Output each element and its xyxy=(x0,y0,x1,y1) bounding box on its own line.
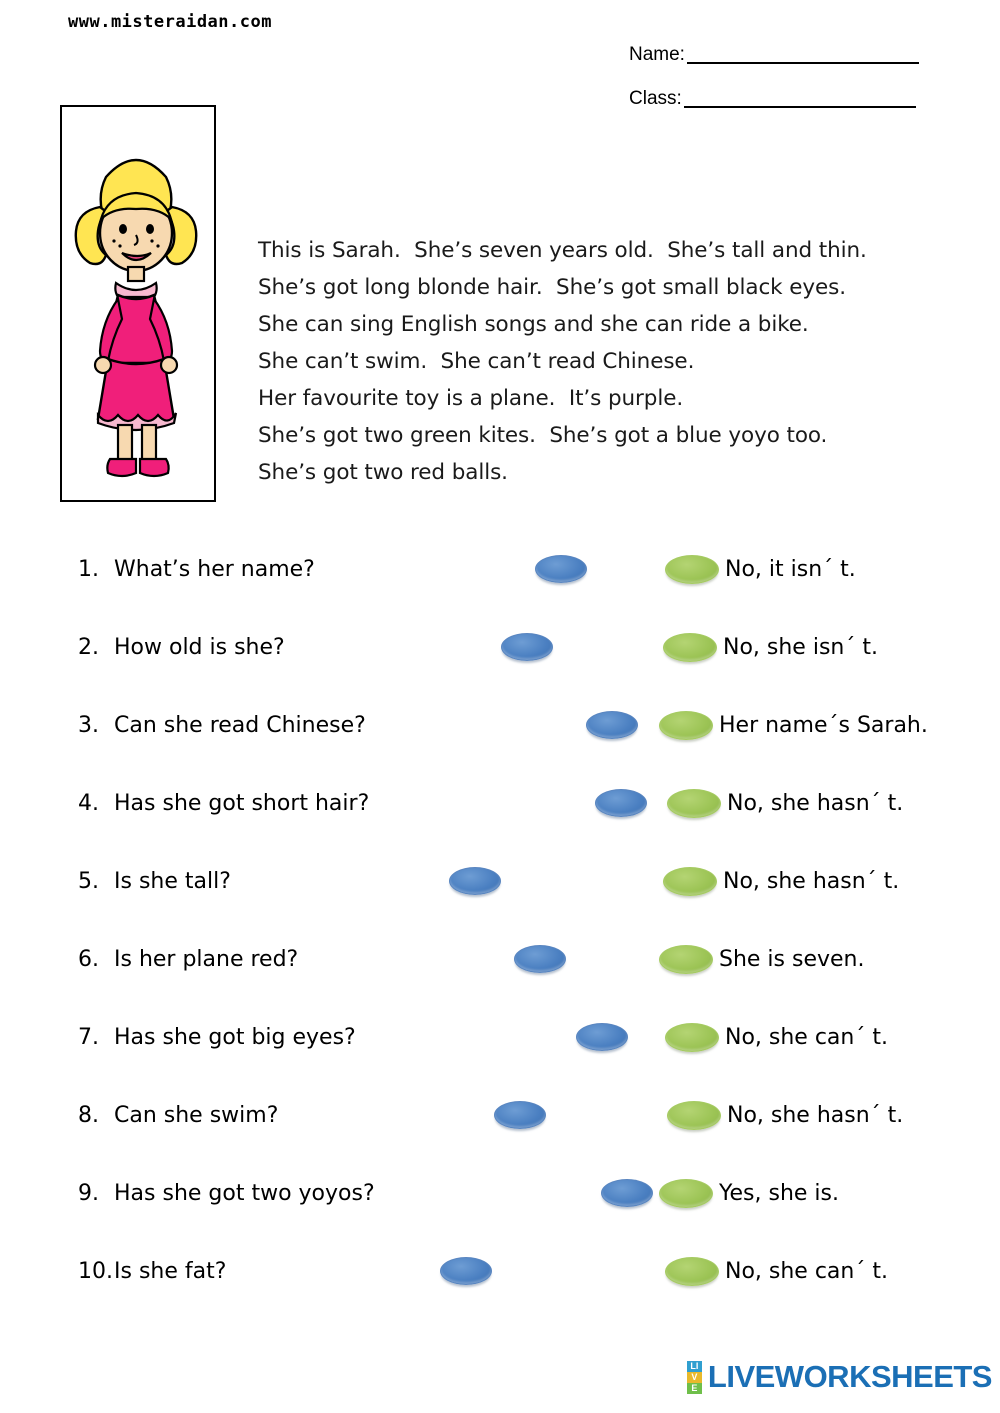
question-item xyxy=(78,774,647,832)
question-connector-dot[interactable] xyxy=(586,711,638,739)
name-label: Name: xyxy=(629,44,685,65)
question-dot-holder xyxy=(315,555,587,583)
question-dot-holder xyxy=(285,633,553,661)
answer-dot-holder xyxy=(663,867,717,896)
passage-line: She can sing English songs and she can ride a bike. xyxy=(258,312,809,337)
question-item xyxy=(78,1008,628,1066)
answer-item xyxy=(655,618,878,676)
passage-line: This is Sarah. She’s seven years old. She’s tall and thin. xyxy=(258,238,867,263)
answer-item xyxy=(655,696,928,754)
question-dot-holder xyxy=(278,1101,546,1129)
question-text: Is her plane red? xyxy=(114,946,299,972)
answer-connector-dot[interactable] xyxy=(659,711,713,740)
question-connector-dot[interactable] xyxy=(494,1101,546,1129)
answer-dot-holder xyxy=(663,633,717,662)
answer-connector-dot[interactable] xyxy=(665,1023,719,1052)
question-item xyxy=(78,540,587,598)
liveworksheets-wordmark: LIVEWORKSHEETS xyxy=(707,1359,992,1394)
question-text: Can she swim? xyxy=(114,1102,279,1128)
question-number: 4. xyxy=(78,790,99,816)
name-input-line[interactable] xyxy=(687,40,919,64)
qa-row xyxy=(0,1008,1000,1086)
answer-text: No, she hasn´ t. xyxy=(723,868,900,894)
answer-dot-holder xyxy=(659,945,713,974)
question-text: Can she read Chinese? xyxy=(114,712,366,738)
name-field-row xyxy=(629,40,919,64)
answer-connector-dot[interactable] xyxy=(659,1179,713,1208)
qa-row xyxy=(0,696,1000,774)
answer-dot-holder xyxy=(665,555,719,584)
girl-illustration xyxy=(60,105,216,502)
mark-cell-li: LI xyxy=(687,1361,702,1372)
question-text: Is she fat? xyxy=(114,1258,227,1284)
qa-row xyxy=(0,540,1000,618)
answer-item xyxy=(655,1242,888,1300)
question-number: 1. xyxy=(78,556,99,582)
question-item xyxy=(78,1086,546,1144)
answer-item xyxy=(655,1164,839,1222)
answer-connector-dot[interactable] xyxy=(665,1257,719,1286)
question-dot-holder xyxy=(369,789,647,817)
question-item xyxy=(78,930,566,988)
answer-item xyxy=(655,852,899,910)
answer-connector-dot[interactable] xyxy=(663,633,717,662)
class-input-line[interactable] xyxy=(684,84,916,108)
qa-row xyxy=(0,1164,1000,1242)
mark-cell-v: V xyxy=(687,1372,702,1383)
answer-text: No, she hasn´ t. xyxy=(727,1102,904,1128)
qa-row xyxy=(0,774,1000,852)
class-field-row xyxy=(629,84,916,108)
question-text: Is she tall? xyxy=(114,868,231,894)
answer-connector-dot[interactable] xyxy=(659,945,713,974)
class-label: Class: xyxy=(629,88,682,109)
answer-dot-holder xyxy=(659,1179,713,1208)
answer-text: No, it isn´ t. xyxy=(725,556,856,582)
answer-dot-holder xyxy=(665,1023,719,1052)
question-connector-dot[interactable] xyxy=(535,555,587,583)
answer-connector-dot[interactable] xyxy=(667,1101,721,1130)
reading-passage xyxy=(258,232,978,491)
question-number: 2. xyxy=(78,634,99,660)
answer-item xyxy=(655,774,903,832)
question-dot-holder xyxy=(356,1023,628,1051)
question-dot-holder xyxy=(366,711,638,739)
cartoon-girl-icon xyxy=(62,107,210,496)
qa-row xyxy=(0,930,1000,1008)
passage-line: She’s got long blonde hair. She’s got small black eyes. xyxy=(258,275,846,300)
answer-item xyxy=(655,1008,888,1066)
passage-line: She’s got two green kites. She’s got a blue yoyo too. xyxy=(258,423,828,448)
answer-item xyxy=(655,1086,903,1144)
passage-line: She’s got two red balls. xyxy=(258,460,508,485)
mark-cell-e: E xyxy=(687,1383,702,1394)
question-item xyxy=(78,618,553,676)
question-dot-holder xyxy=(231,867,501,895)
answer-dot-holder xyxy=(665,1257,719,1286)
answer-connector-dot[interactable] xyxy=(667,789,721,818)
question-text: Has she got big eyes? xyxy=(114,1024,356,1050)
site-url: www.misteraidan.com xyxy=(68,12,272,32)
question-dot-holder xyxy=(226,1257,492,1285)
question-number: 5. xyxy=(78,868,99,894)
answer-dot-holder xyxy=(667,789,721,818)
answer-item xyxy=(655,930,865,988)
answer-text: No, she can´ t. xyxy=(725,1024,888,1050)
question-connector-dot[interactable] xyxy=(514,945,566,973)
question-text: Has she got two yoyos? xyxy=(114,1180,375,1206)
passage-line: Her favourite toy is a plane. It’s purple. xyxy=(258,386,684,411)
answer-text: She is seven. xyxy=(719,946,865,972)
question-connector-dot[interactable] xyxy=(601,1179,653,1207)
qa-row xyxy=(0,1086,1000,1164)
question-dot-holder xyxy=(375,1179,653,1207)
question-item xyxy=(78,852,501,910)
answer-text: No, she can´ t. xyxy=(725,1258,888,1284)
question-connector-dot[interactable] xyxy=(449,867,501,895)
matching-exercise xyxy=(0,540,1000,1320)
question-connector-dot[interactable] xyxy=(440,1257,492,1285)
passage-line: She can’t swim. She can’t read Chinese. xyxy=(258,349,695,374)
question-item xyxy=(78,696,638,754)
answer-connector-dot[interactable] xyxy=(665,555,719,584)
question-connector-dot[interactable] xyxy=(576,1023,628,1051)
question-connector-dot[interactable] xyxy=(595,789,647,817)
question-item xyxy=(78,1164,653,1222)
question-text: How old is she? xyxy=(114,634,285,660)
question-number: 8. xyxy=(78,1102,99,1128)
answer-text: No, she isn´ t. xyxy=(723,634,878,660)
question-text: Has she got short hair? xyxy=(114,790,370,816)
answer-text: No, she hasn´ t. xyxy=(727,790,904,816)
answer-item xyxy=(655,540,856,598)
question-number: 10. xyxy=(78,1258,113,1284)
question-number: 7. xyxy=(78,1024,99,1050)
answer-connector-dot[interactable] xyxy=(663,867,717,896)
question-dot-holder xyxy=(298,945,566,973)
question-connector-dot[interactable] xyxy=(501,633,553,661)
liveworksheets-logo[interactable] xyxy=(687,1359,992,1395)
answer-dot-holder xyxy=(659,711,713,740)
answer-dot-holder xyxy=(667,1101,721,1130)
qa-row xyxy=(0,852,1000,930)
question-number: 3. xyxy=(78,712,99,738)
question-text: What’s her name? xyxy=(114,556,315,582)
question-number: 9. xyxy=(78,1180,99,1206)
answer-text: Yes, she is. xyxy=(719,1180,840,1206)
qa-row xyxy=(0,1242,1000,1320)
qa-row xyxy=(0,618,1000,696)
liveworksheets-mark-icon xyxy=(687,1361,702,1394)
question-item xyxy=(78,1242,492,1300)
question-number: 6. xyxy=(78,946,99,972)
answer-text: Her name´s Sarah. xyxy=(719,712,928,738)
